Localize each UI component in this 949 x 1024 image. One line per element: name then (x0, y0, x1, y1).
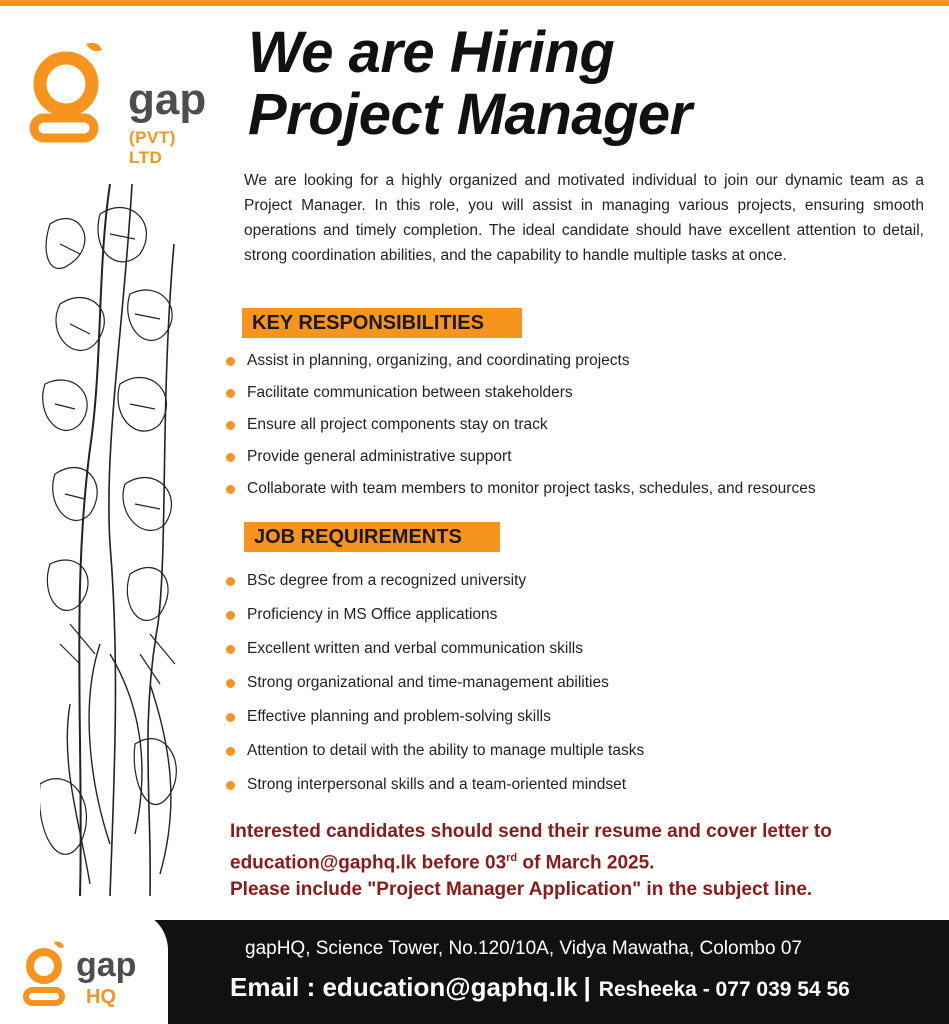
list-item (226, 570, 644, 604)
cta-line-2-text: education@gaphq.lk before 03 (230, 852, 507, 874)
gap-hq-logo-icon (22, 940, 76, 1010)
footer-logo-wordmark: gap (76, 946, 137, 984)
list-item-text: Attention to detail with the ability to manage multiple tasks (247, 742, 645, 759)
list-item-text: Strong interpersonal skills and a team-oriented mindset (247, 776, 627, 793)
bullet-dot-icon (226, 781, 235, 790)
bullet-dot-icon (226, 645, 235, 654)
headline-line-2: Project Manager (248, 82, 692, 147)
list-item-text: Ensure all project components stay on track (247, 416, 548, 433)
cta-line-1: Interested candidates should send their resume and cover letter to (230, 821, 832, 842)
bullet-dot-icon (226, 357, 235, 366)
foliage-illustration (40, 184, 188, 896)
list-item (226, 706, 644, 740)
job-requirements-heading: JOB REQUIREMENTS (244, 522, 500, 552)
list-item-text: Provide general administrative support (247, 448, 512, 465)
contact-email[interactable]: Email : education@gaphq.lk (230, 972, 578, 1002)
footer-logo-subtitle: HQ (86, 986, 116, 1008)
logo-wordmark: gap (128, 75, 207, 124)
list-item-text: BSc degree from a recognized university (247, 572, 527, 589)
list-item-text: Strong organizational and time-management abilities (247, 674, 609, 691)
cta-line-2 (230, 845, 930, 876)
company-logo (28, 38, 207, 167)
foliage-sketch-icon (40, 184, 188, 896)
page-title (248, 22, 692, 146)
responsibilities-list (226, 350, 816, 510)
bullet-dot-icon (226, 611, 235, 620)
office-address: gapHQ, Science Tower, No.120/10A, Vidya Mawatha, Colombo 07 (245, 938, 802, 959)
key-responsibilities-heading: KEY RESPONSIBILITIES (242, 308, 522, 338)
bullet-dot-icon (226, 453, 235, 462)
bullet-dot-icon (226, 713, 235, 722)
list-item (226, 350, 816, 382)
cta-line-2-date: of March 2025. (517, 852, 655, 874)
list-item (226, 446, 816, 478)
requirements-list (226, 570, 644, 808)
contact-separator: | (583, 972, 591, 1002)
list-item (226, 478, 816, 510)
contact-phone[interactable]: Resheeka - 077 039 54 56 (598, 978, 850, 1001)
list-item-text: Collaborate with team members to monitor project tasks, schedules, and resources (247, 480, 816, 497)
application-instructions (230, 818, 930, 903)
list-item (226, 740, 644, 774)
bullet-dot-icon (226, 389, 235, 398)
logo-subtitle: (PVT) LTD (129, 128, 176, 167)
bullet-dot-icon (226, 485, 235, 494)
headline-line-1: We are Hiring (248, 20, 615, 85)
gap-logo-icon (28, 38, 128, 148)
list-item (226, 414, 816, 446)
list-item (226, 604, 644, 638)
cta-line-2-superscript: rd (506, 852, 518, 864)
list-item-text: Assist in planning, organizing, and coordinating projects (247, 352, 630, 369)
list-item-text: Excellent written and verbal communication skills (247, 640, 583, 657)
footer-logo (0, 910, 168, 1024)
bullet-dot-icon (226, 747, 235, 756)
bullet-dot-icon (226, 421, 235, 430)
bullet-dot-icon (226, 679, 235, 688)
list-item-text: Proficiency in MS Office applications (247, 606, 498, 623)
list-item (226, 382, 816, 414)
cta-line-3: Please include "Project Manager Application" in the subject line. (230, 879, 813, 901)
bullet-dot-icon (226, 577, 235, 586)
list-item (226, 774, 644, 808)
contact-line (230, 970, 850, 1009)
list-item-text: Effective planning and problem-solving skills (247, 708, 551, 725)
list-item (226, 638, 644, 672)
list-item (226, 672, 644, 706)
intro-paragraph: We are looking for a highly organized and motivated individual to join our dynamic team as a Project Manager. In this role, you will assist in managing various projects, ensuring smooth operations and timely completion. The ideal candidate should have excellent attention to detail, strong coordination abilities, and the capability to handle multiple tasks at once. (244, 172, 924, 264)
list-item-text: Facilitate communication between stakeholders (247, 384, 573, 401)
top-accent-bar (0, 0, 949, 6)
